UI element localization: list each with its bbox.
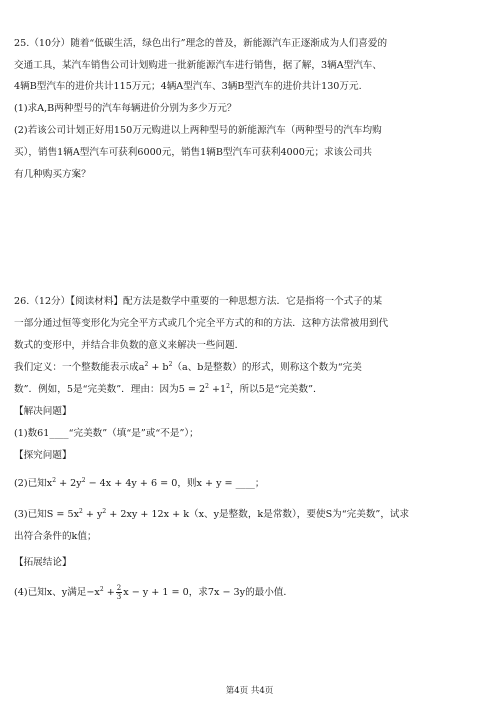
heading-explore: 【探究问题】 [14, 450, 72, 461]
q25-part-2-line-1: (2)若该公司计划正好用150万元购进以上两种型号的新能源汽车（两种型号的汽车均购 [14, 125, 382, 136]
definition-text-a: 我们定义：一个整数能表示成 [14, 362, 139, 373]
q26-line-2: 一部分通过恒等变形化为完全平方式或几个完全平方式的和的方法．这种方法常被用到代 [14, 318, 389, 329]
q26-definition [14, 361, 362, 375]
part-4-equation: $-x^2$ + $\frac{2}{3}$ x − y + 1 = 0 [86, 584, 189, 601]
q26-part-2: (2)已知$x^2 + 2y^2 - 4x + 4y + 6 = 0$，则x + y = ____； [14, 477, 265, 489]
example-formula: $5 = 2^2 +1^2$ [178, 383, 230, 395]
q26-part-3-line-2: 出符合条件的k值； [14, 531, 97, 542]
definition-formula: $a^2 + b^2$ [138, 361, 173, 373]
heading-extend: 【拓展结论】 [14, 557, 72, 568]
q25-line-1: 25.（10分）随着“低碳生活，绿色出行”理念的普及，新能源汽车正逐渐成为人们喜爱的 [14, 38, 388, 49]
q26-line-3: 数式的变形中，并结合非负数的意义来解决一些问题． [14, 340, 245, 351]
q25-part-2-line-3: 有几种购买方案？ [14, 169, 91, 180]
part-2-equation: $x^2 + 2y^2 - 4x + 4y + 6 = 0$ [46, 477, 178, 489]
q25-line-2: 交通工具，某汽车销售公司计划购进一批新能源汽车进行销售，据了解，3辆A型汽车、 [14, 60, 382, 71]
q25-line-3: 4辆B型汽车的进价共计115万元；4辆A型汽车、3辆B型汽车的进价共计130万元. [14, 81, 362, 92]
q26-part-1: (1)数61____“完美数”（填“是”或“不是”）； [14, 428, 199, 439]
q26-part-3: (3)已知$S = 5x^2 + y^2 + 2xy + 12x + k(x$、y是整数，k是常数），要使S为“完美数”，试求 [14, 508, 410, 520]
part-3-expression: $S = 5x^2 + y^2 + 2xy + 12x + k$ [46, 508, 190, 520]
q25-part-2-line-2: 买），销售1辆A型汽车可获利6000元，销售1辆B型汽车可获利4000元；求该公司共 [14, 147, 373, 158]
definition-text-b: （a、b是整数）的形式，则称这个数为“完美 [172, 362, 362, 373]
heading-solve: 【解决问题】 [14, 406, 72, 417]
q25-part-1: (1)求A,B两种型号的汽车每辆进价分别为多少万元？ [14, 103, 237, 114]
page-footer: 第4页 共4页 [225, 686, 274, 696]
q26-part-4: (4)已知x、y满足$-x^2$ + $\frac{2}{3}$ x − y + 1 = 0，求7x − 3y的最小值． [14, 584, 294, 601]
fraction-two-thirds: $\frac{2}{3}$ [116, 584, 122, 601]
q26-example: 数”．例如，5是“完美数”．理由：因为$5 = 2^2 +1^2$，所以5是“完美数”． [14, 383, 323, 395]
q26-line-1: 26.（12分）【阅读材料】配方法是数学中重要的一种思想方法．它是指将一个式子的某 [14, 296, 383, 307]
